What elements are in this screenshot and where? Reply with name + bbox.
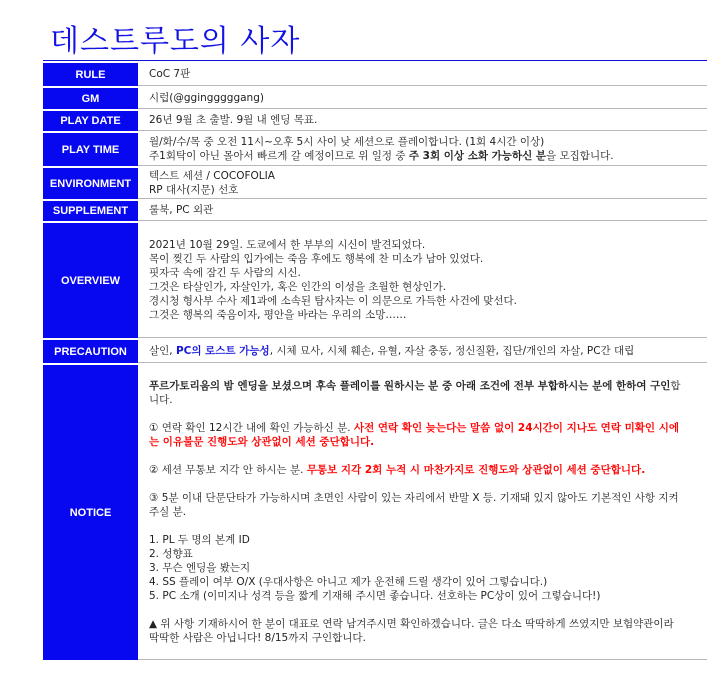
supplement-value xyxy=(138,200,707,221)
overview-label: OVERVIEW xyxy=(43,222,138,338)
precaution-pre: 살인, xyxy=(149,344,176,357)
overview-line: 핏자국 속에 잠긴 두 사람의 시신. xyxy=(149,266,301,279)
row-rule xyxy=(43,62,707,87)
play-date-text: 26년 9월 초 출발. 9월 내 엔딩 목표. xyxy=(149,114,318,126)
notice-condition-1 xyxy=(149,421,683,449)
play-time-line2-pre: 주1회탁이 아닌 몰아서 빠르게 갈 예정이므로 위 일정 중 xyxy=(149,149,409,162)
condition-2-text: ② 세션 무통보 지각 안 하시는 분. xyxy=(149,463,307,476)
notice-intro xyxy=(149,379,683,407)
overview-line: 그것은 타살인가, 자살인가, 혹은 인간의 이성을 초월한 현상인가. xyxy=(149,280,447,293)
condition-1-text: ① 연락 확인 12시간 내에 확인 가능하신 분. xyxy=(149,421,354,434)
spacer xyxy=(149,519,683,533)
supplement-text: 룰북, PC 외관 xyxy=(149,204,214,216)
overview-line: 2021년 10월 29일. 도쿄에서 한 부부의 시신이 발견되었다. xyxy=(149,238,426,251)
row-precaution xyxy=(43,339,707,364)
spacer xyxy=(149,449,683,463)
precaution-post: , 시체 묘사, 시체 훼손, 유혈, 자살 충동, 정신질환, 집단/개인의 자살, PC간 대립 xyxy=(269,344,635,357)
notice-list-item: 4. SS 플레이 여부 O/X (우대사항은 아니고 제가 운전해 드릴 생각이 있어 그렇습니다.) xyxy=(149,575,548,588)
spacer xyxy=(149,407,683,421)
notice-condition-3: ③ 5분 이내 단문단타가 가능하시며 초면인 사람이 있는 자리에서 반말 X 등. 기재돼 있지 않아도 기본적인 사항 지켜주실 분. xyxy=(149,491,679,518)
row-play-date xyxy=(43,110,707,132)
notice-value xyxy=(138,364,707,660)
row-gm xyxy=(43,87,707,110)
overview-line: 목이 찢긴 두 사람의 입가에는 죽음 후에도 행복에 찬 미소가 남아 있었다. xyxy=(149,252,484,265)
play-time-line2-post: 을 모집합니다. xyxy=(546,149,614,162)
row-notice xyxy=(43,364,707,660)
play-date-value xyxy=(138,110,707,131)
play-time-label: PLAY TIME xyxy=(43,132,138,166)
environment-value xyxy=(138,167,707,199)
row-supplement xyxy=(43,200,707,222)
rule-label: RULE xyxy=(43,62,138,86)
gm-value xyxy=(138,87,707,109)
spacer xyxy=(149,477,683,491)
notice-list-item: 1. PL 두 명의 본계 ID xyxy=(149,533,250,546)
precaution-value xyxy=(138,339,707,363)
row-environment xyxy=(43,167,707,200)
condition-2-warning: 무통보 지각 2회 누적 시 마찬가지로 진행도와 상관없이 세션 중단합니다. xyxy=(306,463,646,476)
rule-value xyxy=(138,62,707,86)
precaution-highlight: PC의 로스트 가능성 xyxy=(175,344,270,357)
rule-text: CoC 7판 xyxy=(149,67,191,80)
notice-condition-2 xyxy=(149,463,683,477)
play-date-label: PLAY DATE xyxy=(43,110,138,131)
environment-line2: RP 대사(지문) 선호 xyxy=(149,183,239,196)
play-time-line1: 월/화/수/목 중 오전 11시~오후 5시 사이 낮 세션으로 플레이합니다. (1회 4시간 이상) xyxy=(149,135,545,148)
notice-label: NOTICE xyxy=(43,364,138,660)
play-time-line2 xyxy=(149,149,707,163)
notice-intro-bold: 푸르가토리움의 밤 엔딩을 보셨으며 후속 플레이를 원하시는 분 중 아래 조건에 전부 부합하시는 분에 한하여 구인 xyxy=(149,379,671,392)
title-divider xyxy=(43,60,707,61)
precaution-text xyxy=(149,344,707,358)
environment-label: ENVIRONMENT xyxy=(43,167,138,199)
environment-line1: 텍스트 세션 / COCOFOLIA xyxy=(149,169,275,182)
overview-line: 경시청 형사부 수사 제1과에 소속된 탐사자는 이 의문으로 가득한 사건에 맞선다. xyxy=(149,294,517,307)
supplement-label: SUPPLEMENT xyxy=(43,200,138,221)
gm-text: 시럽(@ggingggggang) xyxy=(149,91,264,104)
row-overview xyxy=(43,222,707,339)
overview-line: 그것은 행복의 죽음이자, 평안을 바라는 우리의 소망…… xyxy=(149,308,407,321)
info-table xyxy=(43,62,707,660)
notice-list-item: 3. 무슨 엔딩을 봤는지 xyxy=(149,561,251,574)
play-time-value xyxy=(138,132,707,166)
spacer xyxy=(149,603,683,617)
notice-list-item: 5. PC 소개 (이미지나 성격 등을 짧게 기재해 주시면 좋습니다. 선호하는 PC상이 있어 그렇습니다!) xyxy=(149,589,601,602)
notice-list-item: 2. 성향표 xyxy=(149,547,193,560)
gm-label: GM xyxy=(43,87,138,109)
page-title: 데스트루도의 사자 xyxy=(50,24,301,59)
notice-intro-post: 합니다. xyxy=(149,379,681,406)
play-time-line2-bold: 주 3회 이상 소화 가능하신 분 xyxy=(408,149,547,162)
precaution-label: PRECAUTION xyxy=(43,339,138,363)
row-play-time xyxy=(43,132,707,167)
notice-closing: ▲ 위 사항 기재하시어 한 분이 대표로 연락 남겨주시면 확인하겠습니다. 글은 다소 딱딱하게 쓰였지만 보험약관이라 딱딱한 사람은 아닙니다! 8/15까지 구인합니다. xyxy=(149,617,674,644)
overview-value xyxy=(138,222,707,338)
condition-1-warning: 사전 연락 확인 늦는다는 말씀 없이 24시간이 지나도 연락 미확인 시에는 이유불문 진행도와 상관없이 세션 중단합니다. xyxy=(149,421,679,448)
